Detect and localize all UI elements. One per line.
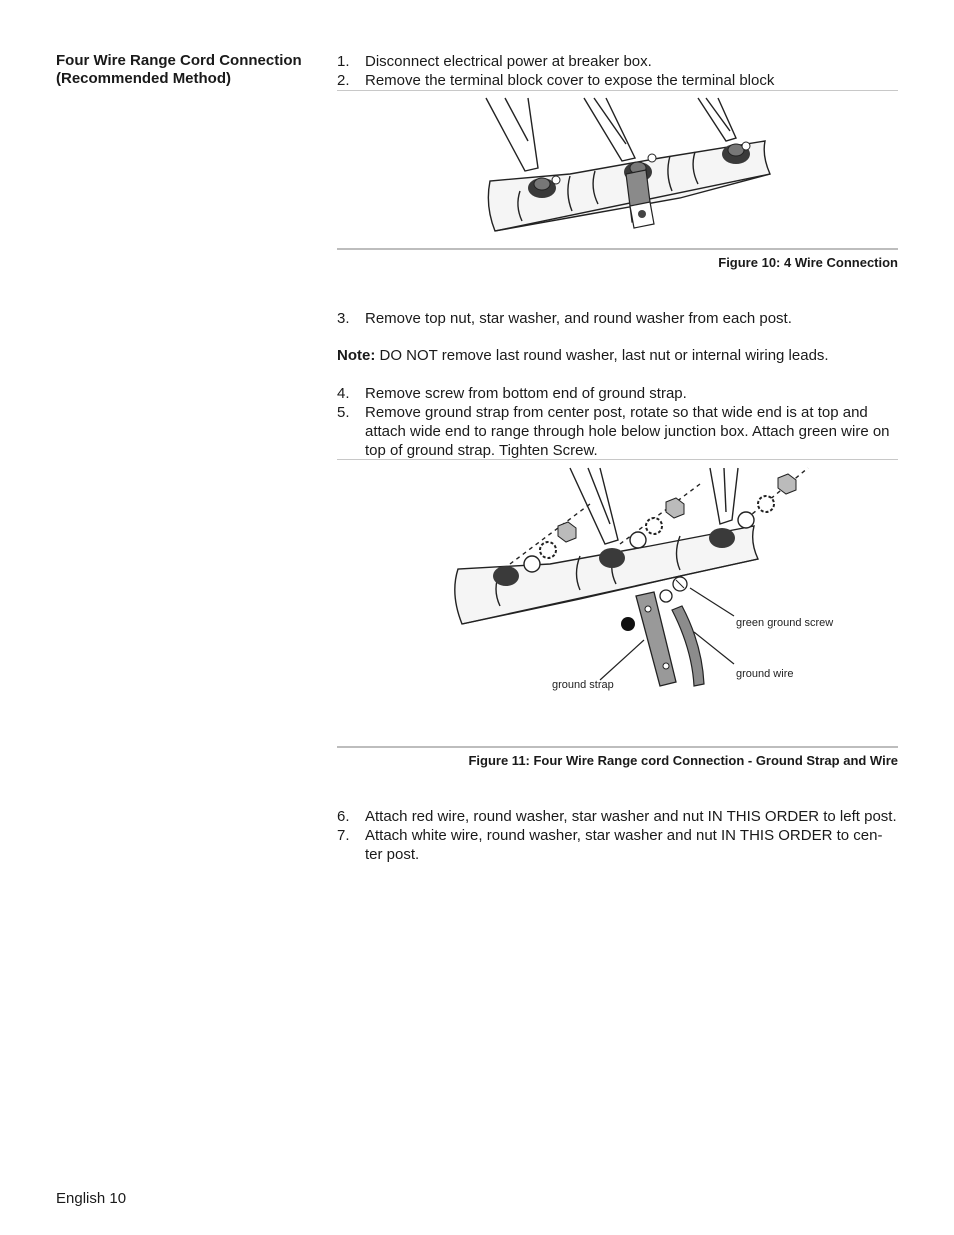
figure11-bottom-rule — [337, 746, 898, 748]
step-number: 4. — [337, 385, 350, 402]
step-number: 6. — [337, 808, 350, 825]
figure10-top-rule — [337, 90, 898, 91]
steps-list-step3 — [337, 309, 898, 328]
green-ground-screw — [660, 577, 687, 602]
step-2 — [337, 71, 898, 90]
step-5 — [337, 403, 898, 460]
ground-wire — [672, 606, 704, 686]
step-4 — [337, 384, 898, 403]
label-green-ground-screw: green ground screw — [736, 617, 834, 629]
steps-list-c — [337, 807, 898, 864]
note-label: Note: — [337, 347, 376, 364]
step-number: 5. — [337, 404, 350, 421]
step-text: Remove ground strap from center post, rotate so that wide end is at top and attach wide end to range through hole below junction box. Attach green wire on top of ground strap. Tighten Screw. — [365, 404, 890, 459]
page-footer: English 10 — [56, 1190, 127, 1207]
step-number: 3. — [337, 310, 350, 327]
steps-list-a — [337, 52, 898, 90]
step-number: 1. — [337, 53, 350, 70]
figure10-caption: Figure 10: 4 Wire Connection — [718, 255, 898, 270]
ground-strap — [636, 592, 676, 686]
ground-screw-hole — [621, 617, 635, 631]
post-right — [722, 142, 750, 164]
figure11-illustration — [440, 464, 850, 704]
section-title-line1: Four Wire Range Cord Connection — [56, 52, 302, 69]
step-number: 2. — [337, 72, 350, 89]
section-title-line2: (Recommended Method) — [56, 70, 232, 87]
note — [337, 346, 898, 365]
step-text: Disconnect electrical power at breaker box. — [365, 53, 652, 70]
figure10-bottom-rule — [337, 248, 898, 250]
step-text: Remove top nut, star washer, and round washer from each post. — [365, 310, 792, 327]
step-text: Remove screw from bottom end of ground strap. — [365, 385, 687, 402]
label-ground-strap: ground strap — [552, 679, 614, 691]
step-text: Attach white wire, round washer, star washer and nut IN THIS ORDER to cen-ter post. — [365, 827, 883, 863]
step-number: 7. — [337, 827, 350, 844]
steps-list-b — [337, 384, 898, 460]
figure11-caption: Figure 11: Four Wire Range cord Connection - Ground Strap and Wire — [468, 753, 898, 768]
step-6 — [337, 807, 898, 826]
label-ground-wire: ground wire — [736, 668, 794, 680]
section-title — [56, 52, 326, 88]
step-text: Attach red wire, round washer, star washer and nut IN THIS ORDER to left post. — [365, 808, 897, 825]
figure11-top-rule — [337, 459, 898, 460]
step-text: Remove the terminal block cover to expose the terminal block — [365, 72, 775, 89]
step-1 — [337, 52, 898, 71]
step-3 — [337, 309, 898, 328]
step-7 — [337, 826, 898, 864]
figure10-illustration — [480, 96, 780, 236]
note-text: DO NOT remove last round washer, last nut or internal wiring leads. — [379, 347, 829, 364]
